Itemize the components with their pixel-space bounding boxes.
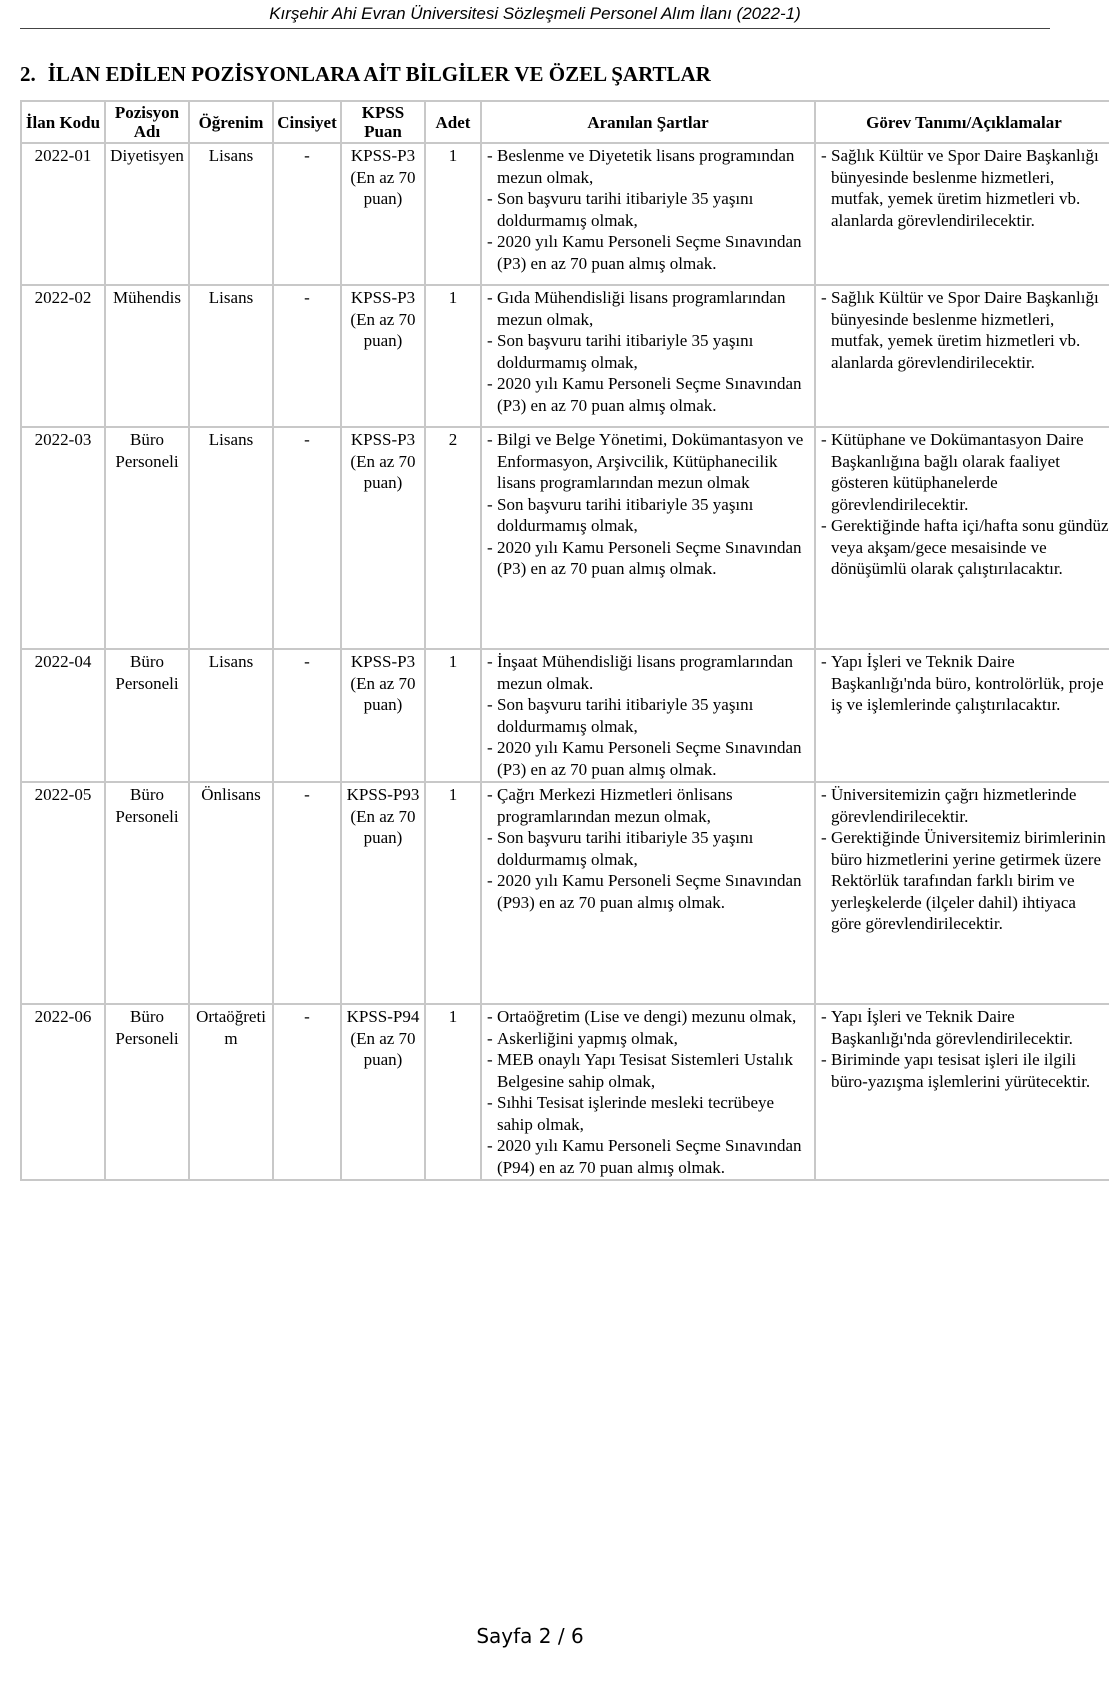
cinsiyet-cell: - <box>273 1004 341 1180</box>
adet-cell: 1 <box>425 782 481 1004</box>
adet-cell: 1 <box>425 649 481 782</box>
kpss-cell: KPSS-P3 (En az 70 puan) <box>341 143 425 285</box>
table-row <box>21 285 1109 427</box>
ogrenim-cell: Lisans <box>189 143 273 285</box>
ogrenim-cell: Lisans <box>189 427 273 649</box>
ilan-kodu-cell: 2022-04 <box>21 649 105 782</box>
requirement-item: - 2020 yılı Kamu Personeli Seçme Sınavından (P94) en az 70 puan almış olmak. <box>485 1135 811 1178</box>
duties-list <box>819 651 1109 716</box>
duties-list <box>819 784 1109 935</box>
kpss-cell: KPSS-P3 (En az 70 puan) <box>341 427 425 649</box>
table-row <box>21 782 1109 1004</box>
column-header: Aranılan Şartlar <box>481 101 815 143</box>
cinsiyet-cell: - <box>273 427 341 649</box>
duty-item: - Kütüphane ve Dokümantasyon Daire Başkanlığına bağlı olarak faaliyet gösteren kütüphanelerde görevlendirilecektir. <box>819 429 1109 515</box>
duty-item: - Üniversitemizin çağrı hizmetlerinde görevlendirilecektir. <box>819 784 1109 827</box>
section-number: 2. <box>20 62 36 86</box>
cinsiyet-cell: - <box>273 782 341 1004</box>
kpss-cell: KPSS-P3 (En az 70 puan) <box>341 649 425 782</box>
pozisyon-cell: Büro Personeli <box>105 1004 189 1180</box>
pozisyon-cell: Mühendis <box>105 285 189 427</box>
requirement-item: - Çağrı Merkezi Hizmetleri önlisans programlarından mezun olmak, <box>485 784 811 827</box>
pozisyon-cell: Büro Personeli <box>105 649 189 782</box>
table-row <box>21 427 1109 649</box>
requirements-list <box>485 784 811 913</box>
ilan-kodu-cell: 2022-02 <box>21 285 105 427</box>
pozisyon-cell: Büro Personeli <box>105 782 189 1004</box>
pozisyon-cell: Büro Personeli <box>105 427 189 649</box>
duty-item: - Yapı İşleri ve Teknik Daire Başkanlığı'nda büro, kontrolörlük, proje iş ve işlemlerinde çalıştırılacaktır. <box>819 651 1109 716</box>
requirements-cell <box>481 143 815 285</box>
requirement-item: - İnşaat Mühendisliği lisans programlarından mezun olmak. <box>485 651 811 694</box>
requirements-list <box>485 651 811 780</box>
duties-list <box>819 145 1109 231</box>
column-header: KPSS Puan <box>341 101 425 143</box>
table-row <box>21 649 1109 782</box>
duties-list <box>819 429 1109 580</box>
requirement-item: - Askerliğini yapmış olmak, <box>485 1028 811 1050</box>
requirement-item: - MEB onaylı Yapı Tesisat Sistemleri Ustalık Belgesine sahip olmak, <box>485 1049 811 1092</box>
duties-cell <box>815 143 1109 285</box>
table-row <box>21 143 1109 285</box>
table-header-row <box>21 101 1109 143</box>
requirement-item: - Son başvuru tarihi itibariyle 35 yaşını doldurmamış olmak, <box>485 827 811 870</box>
requirements-cell <box>481 285 815 427</box>
duties-list <box>819 1006 1109 1092</box>
cinsiyet-cell: - <box>273 143 341 285</box>
column-header: Görev Tanımı/Açıklamalar <box>815 101 1109 143</box>
requirements-list <box>485 145 811 274</box>
ilan-kodu-cell: 2022-06 <box>21 1004 105 1180</box>
ogrenim-cell: Ortaöğretim <box>189 1004 273 1180</box>
requirement-item: - Son başvuru tarihi itibariyle 35 yaşını doldurmamış olmak, <box>485 494 811 537</box>
requirement-item: - 2020 yılı Kamu Personeli Seçme Sınavından (P3) en az 70 puan almış olmak. <box>485 373 811 416</box>
duties-cell <box>815 649 1109 782</box>
ogrenim-cell: Önlisans <box>189 782 273 1004</box>
duties-cell <box>815 1004 1109 1180</box>
column-header: Cinsiyet <box>273 101 341 143</box>
table-row <box>21 1004 1109 1180</box>
requirement-item: - Son başvuru tarihi itibariyle 35 yaşını doldurmamış olmak, <box>485 330 811 373</box>
duties-cell <box>815 285 1109 427</box>
adet-cell: 1 <box>425 143 481 285</box>
ilan-kodu-cell: 2022-05 <box>21 782 105 1004</box>
duties-cell <box>815 427 1109 649</box>
duties-list <box>819 287 1109 373</box>
duty-item: - Biriminde yapı tesisat işleri ile ilgili büro-yazışma işlemlerini yürütecektir. <box>819 1049 1109 1092</box>
ogrenim-cell: Lisans <box>189 285 273 427</box>
duty-item: - Sağlık Kültür ve Spor Daire Başkanlığı bünyesinde beslenme hizmetleri, mutfak, yemek üretim hizmetleri vb. alanlarda görevlendirilecektir. <box>819 145 1109 231</box>
requirements-cell <box>481 782 815 1004</box>
requirements-cell <box>481 1004 815 1180</box>
section-heading: İLAN EDİLEN POZİSYONLARA AİT BİLGİLER VE ÖZEL ŞARTLAR <box>47 62 711 86</box>
adet-cell: 1 <box>425 285 481 427</box>
cinsiyet-cell: - <box>273 285 341 427</box>
requirement-item: - 2020 yılı Kamu Personeli Seçme Sınavından (P3) en az 70 puan almış olmak. <box>485 537 811 580</box>
duties-cell <box>815 782 1109 1004</box>
column-header: Pozisyon Adı <box>105 101 189 143</box>
positions-table <box>20 100 1109 1181</box>
column-header: Adet <box>425 101 481 143</box>
requirements-cell <box>481 427 815 649</box>
ilan-kodu-cell: 2022-01 <box>21 143 105 285</box>
requirement-item: - Son başvuru tarihi itibariyle 35 yaşını doldurmamış olmak, <box>485 694 811 737</box>
kpss-cell: KPSS-P94 (En az 70 puan) <box>341 1004 425 1180</box>
requirement-item: - Bilgi ve Belge Yönetimi, Dokümantasyon ve Enformasyon, Arşivcilik, Kütüphanecilik lisans programlarından mezun olmak <box>485 429 811 494</box>
ogrenim-cell: Lisans <box>189 649 273 782</box>
cinsiyet-cell: - <box>273 649 341 782</box>
requirements-list <box>485 1006 811 1178</box>
requirements-list <box>485 429 811 580</box>
page-number: Sayfa 2 / 6 <box>476 1624 584 1648</box>
column-header: İlan Kodu <box>21 101 105 143</box>
requirement-item: - Gıda Mühendisliği lisans programlarından mezun olmak, <box>485 287 811 330</box>
requirement-item: - Ortaöğretim (Lise ve dengi) mezunu olmak, <box>485 1006 811 1028</box>
column-header: Öğrenim <box>189 101 273 143</box>
section-title <box>20 62 711 87</box>
pozisyon-cell: Diyetisyen <box>105 143 189 285</box>
kpss-cell: KPSS-P3 (En az 70 puan) <box>341 285 425 427</box>
running-header: Kırşehir Ahi Evran Üniversitesi Sözleşmeli Personel Alım İlanı (2022-1) <box>20 4 1050 29</box>
requirement-item: - Son başvuru tarihi itibariyle 35 yaşını doldurmamış olmak, <box>485 188 811 231</box>
requirement-item: - 2020 yılı Kamu Personeli Seçme Sınavından (P3) en az 70 puan almış olmak. <box>485 231 811 274</box>
duty-item: - Sağlık Kültür ve Spor Daire Başkanlığı bünyesinde beslenme hizmetleri, mutfak, yemek üretim hizmetleri vb. alanlarda görevlendirilecektir. <box>819 287 1109 373</box>
adet-cell: 1 <box>425 1004 481 1180</box>
duty-item: - Yapı İşleri ve Teknik Daire Başkanlığı'nda görevlendirilecektir. <box>819 1006 1109 1049</box>
duty-item: - Gerektiğinde hafta içi/hafta sonu gündüz veya akşam/gece mesaisinde ve dönüşümlü olarak çalıştırılacaktır. <box>819 515 1109 580</box>
requirements-cell <box>481 649 815 782</box>
requirement-item: - 2020 yılı Kamu Personeli Seçme Sınavından (P93) en az 70 puan almış olmak. <box>485 870 811 913</box>
kpss-cell: KPSS-P93 (En az 70 puan) <box>341 782 425 1004</box>
requirement-item: - Sıhhi Tesisat işlerinde mesleki tecrübeye sahip olmak, <box>485 1092 811 1135</box>
requirements-list <box>485 287 811 416</box>
adet-cell: 2 <box>425 427 481 649</box>
duty-item: - Gerektiğinde Üniversitemiz birimlerinin büro hizmetlerini yerine getirmek üzere Rektörlük tarafından farklı birim ve yerleşkelerde (ilçeler dahil) ihtiyaca göre görevlendirilecektir. <box>819 827 1109 935</box>
requirement-item: - Beslenme ve Diyetetik lisans programından mezun olmak, <box>485 145 811 188</box>
ilan-kodu-cell: 2022-03 <box>21 427 105 649</box>
requirement-item: - 2020 yılı Kamu Personeli Seçme Sınavından (P3) en az 70 puan almış olmak. <box>485 737 811 780</box>
